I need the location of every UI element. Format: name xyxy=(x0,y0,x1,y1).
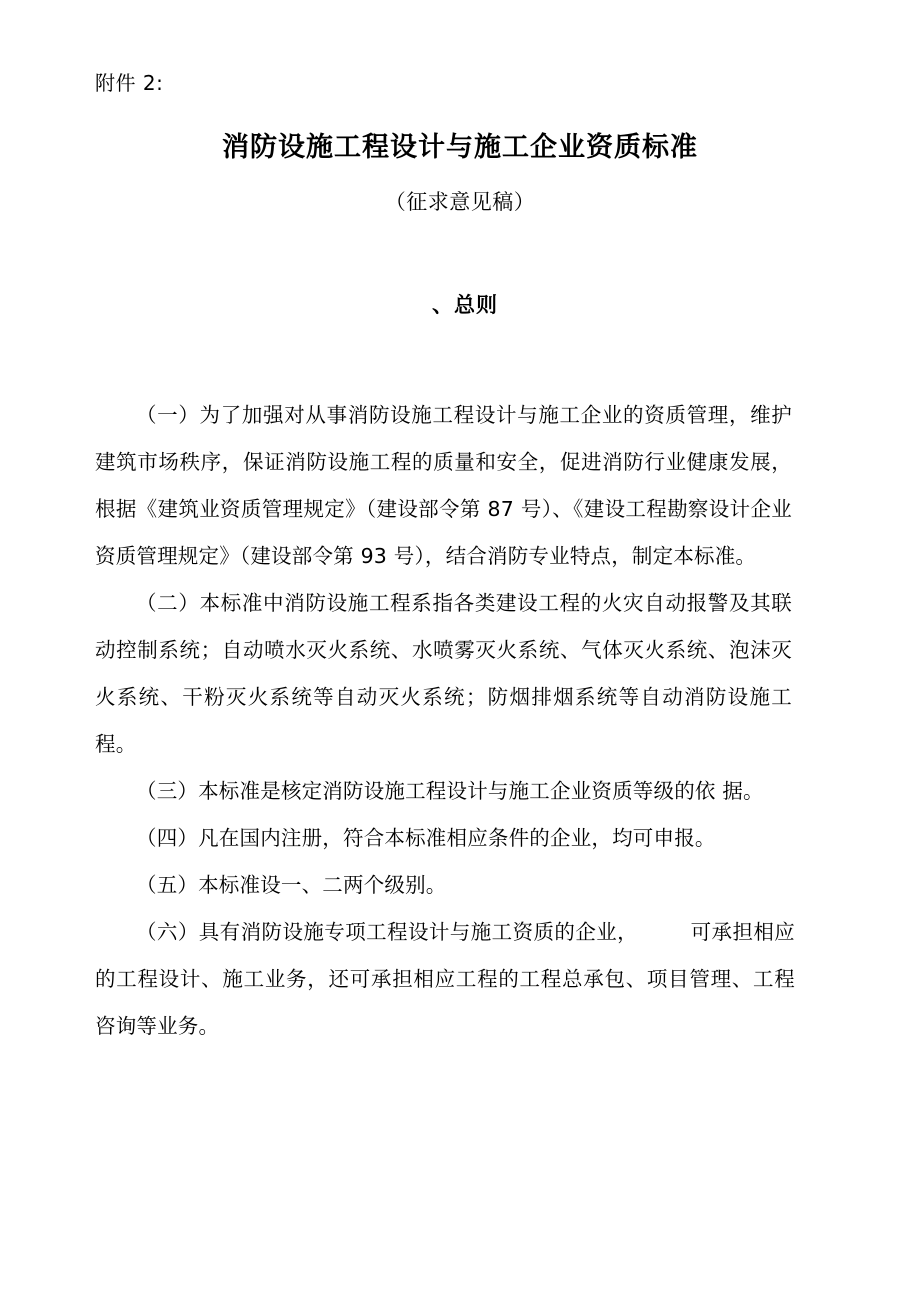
page-title: 消防设施工程设计与施工企业资质标准 xyxy=(222,132,698,163)
section-heading-general-provisions: 、总则 xyxy=(432,293,498,317)
paragraph-1: （一）为了加强对从事消防设施工程设计与施工企业的资质管理，维护建筑市场秩序，保证消防设施工程的质量和安全，促进消防行业健康发展，根据《建筑业资质管理规定》（建设部令第 87 号）、《建设工程勘察设计企业资质管理规定》（建设部令第 93 号），结合消防专业特点，制定本标准。 xyxy=(95,403,792,568)
paragraph-6: （六）具有消防设施专项工程设计与施工资质的企业， 可承担相应的工程设计、施工业务，还可承担相应工程的工程总承包、项目管理、工程咨询等业务。 xyxy=(95,920,795,1038)
paragraph-3: （三）本标准是核定消防设施工程设计与施工企业资质等级的依 据。 xyxy=(136,779,764,803)
attachment-label: 附件 2: xyxy=(95,71,164,95)
document-subtitle: （征求意见稿） xyxy=(384,190,536,214)
paragraph-5: （五）本标准设一、二两个级别。 xyxy=(136,873,447,897)
document-body xyxy=(95,392,795,1050)
paragraph-2: （二）本标准中消防设施工程系指各类建设工程的火灾自动报警及其联动控制系统；自动喷水灭火系统、水喷雾灭火系统、气体灭火系统、泡沫灭火系统、干粉灭火系统等自动灭火系统；防烟排烟系统等自动消防设施工程。 xyxy=(95,591,792,756)
paragraph-4: （四）凡在国内注册，符合本标准相应条件的企业，均可申报。 xyxy=(136,826,716,850)
